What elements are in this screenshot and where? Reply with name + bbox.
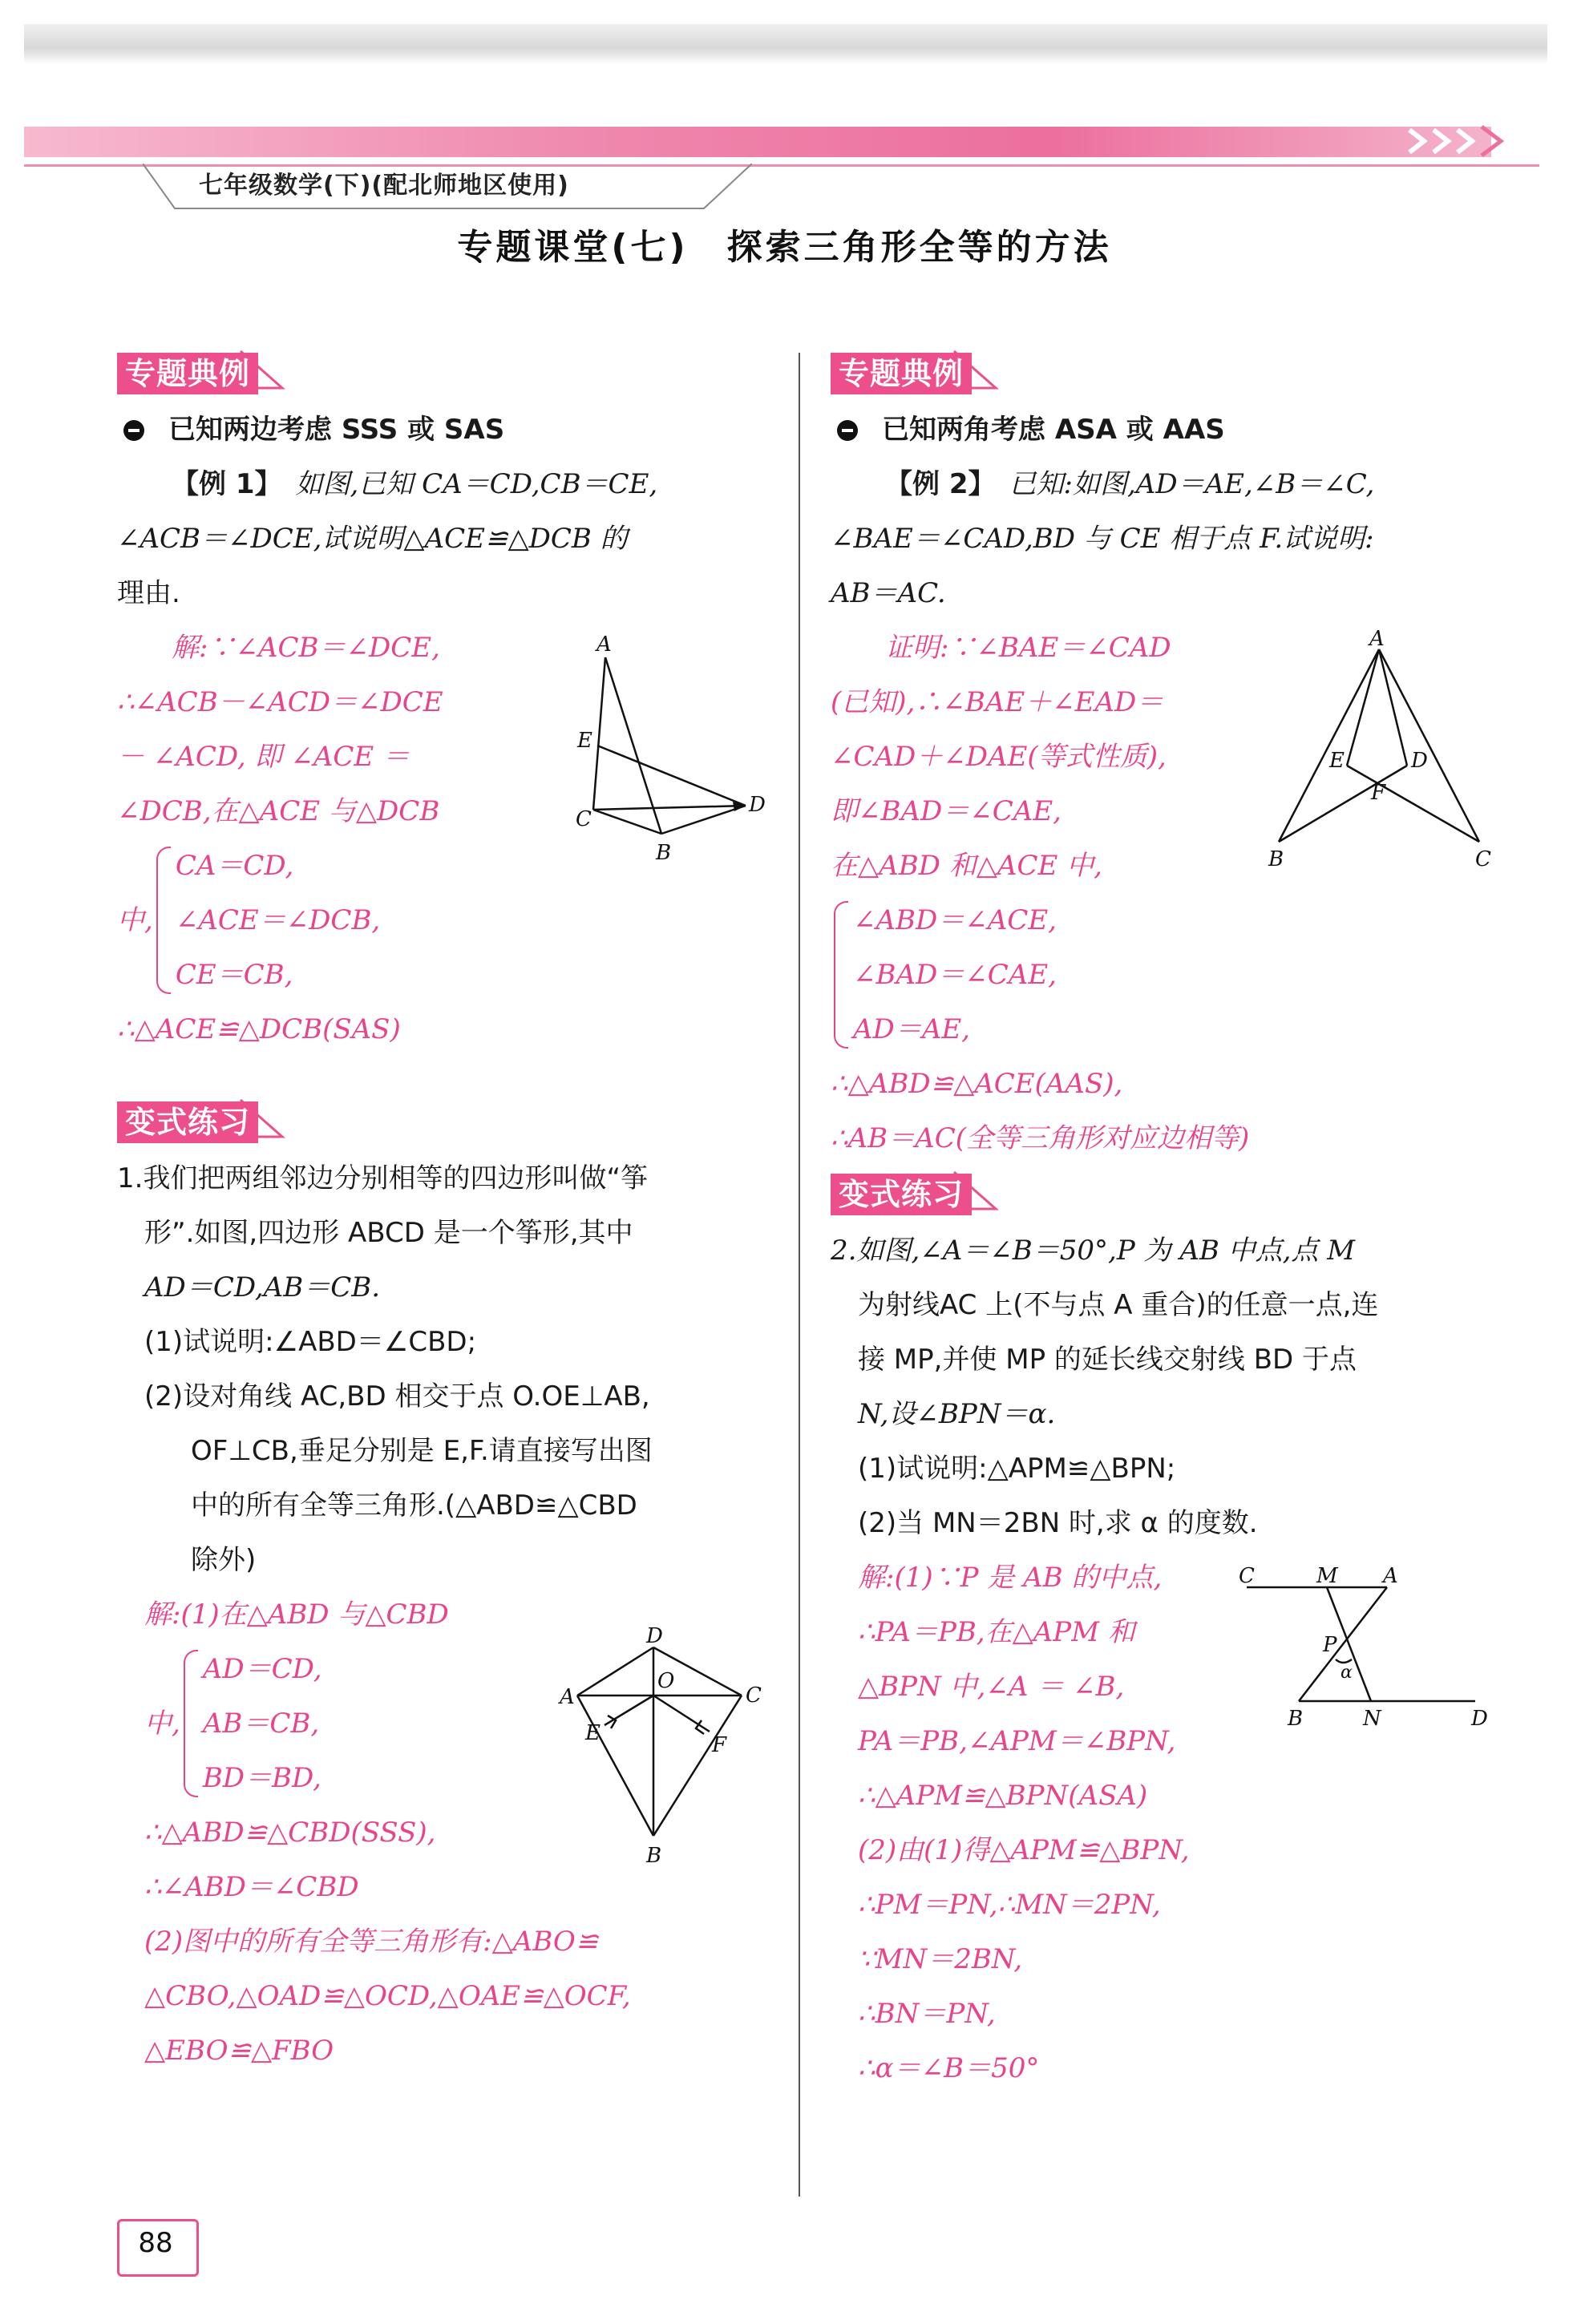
point-label: B [646, 1844, 662, 1868]
point-label: F [1371, 781, 1386, 805]
point-label: C [1475, 847, 1491, 871]
point-label: E [1329, 749, 1345, 773]
top-strip [24, 24, 1547, 64]
page-number: 88 [138, 2227, 173, 2259]
question-2-line: N,设∠BPN＝α. [858, 1398, 1056, 1430]
point-label: B [1268, 847, 1284, 871]
figure-example-1 [545, 625, 778, 874]
question-1-part: 中的所有全等三角形.(△ABD≌△CBD [191, 1489, 637, 1522]
question-1-line: 形”.如图,四边形 ABCD 是一个筝形,其中 [144, 1217, 633, 1249]
example-1-line: 理由. [117, 577, 180, 609]
point-label: N [1363, 1707, 1381, 1731]
example-1-system: 中, CA＝CD, ∠ACE＝∠DCB, CE＝CB, [117, 839, 774, 1002]
point-label: A [1369, 629, 1385, 651]
point-label: A [1383, 1564, 1398, 1588]
point-label: M [1316, 1564, 1338, 1588]
point-label: D [1471, 1707, 1488, 1731]
example-1-line: 【例 1】 如图,已知 CA＝CD,CB＝CE, [172, 468, 658, 500]
example-1-conclusion: ∴△ACE≌△DCB(SAS) [117, 1013, 401, 1045]
point-label: B [656, 841, 672, 865]
question-1-line: 1.我们把两组邻边分别相等的四边形叫做“筝 [117, 1162, 649, 1194]
section-badge: 变式练习 [831, 1169, 972, 1212]
header-band [24, 127, 1491, 157]
point-label: D [1411, 749, 1428, 773]
example-2-system: ∠ABD＝∠ACE, ∠BAD＝∠CAE, AD＝AE, [831, 893, 1496, 1057]
figure-question-2 [1235, 1563, 1499, 1740]
question-2-solution: 解:(1)∵P 是 AB 的中点, ∴PA＝PB,在△APM 和 △BPN 中,∠A ＝ ∠B, PA＝PB,∠APM＝∠BPN, ∴△APM≌△BPN(ASA) (2)由(1)得△APM≌△BPN, ∴PM＝PN,∴MN＝2PN, ∵MN＝2BN, ∴BN＝PN, ∴α＝∠B＝50° [858, 1562, 1190, 2084]
point-label: C [746, 1683, 762, 1708]
point-label: A [596, 633, 612, 657]
figure-example-2 [1259, 629, 1507, 878]
page-title: 专题课堂(七) 探索三角形全等的方法 [457, 227, 1112, 268]
point-label: E [585, 1721, 601, 1745]
point-label: A [560, 1685, 575, 1709]
column-divider [799, 353, 800, 2197]
point-label: O [657, 1669, 675, 1693]
example-1-line: ∠ACB＝∠DCE,试说明△ACE≌△DCB 的 [117, 523, 628, 555]
point-label: C [576, 807, 592, 831]
point-label: C [1239, 1564, 1255, 1588]
minus-circle-icon [123, 420, 144, 441]
example-2-line: 【例 2】 已知:如图,AD＝AE,∠B＝∠C, [885, 468, 1375, 500]
question-1-solution: 解:(1)在△ABD 与△CBD 中, AD＝CD, AB＝CB, BD＝BD, ∴△ABD≌△CBD(SSS), ∴∠ABD＝∠CBD (2)图中的所有全等三角形有:△ABO≌ △CBO,△OAD≌△OCD,△OAE≌△OCF, △EBO≌△FBO [144, 1599, 631, 2067]
example-2-conclusion: ∴AB＝AC(全等三角形对应边相等) [831, 1122, 1250, 1154]
question-2-part: (2)当 MN＝2BN 时,求 α 的度数. [858, 1507, 1258, 1539]
point-label: B [1288, 1707, 1304, 1731]
example-2-line: ∠BAE＝∠CAD,BD 与 CE 相于点 F.试说明: [831, 523, 1374, 555]
example-1-solution: 解:∵∠ACB＝∠DCE, ∴∠ACB－∠ACD＝∠DCE － ∠ACD, 即 ∠ACE ＝ ∠DCB,在△ACE 与△DCB [117, 632, 443, 827]
point-label: D [749, 793, 766, 817]
running-head: 七年级数学(下)(配北师地区使用) [199, 172, 569, 200]
chevrons-icon [1401, 119, 1514, 164]
question-1-part: OF⊥CB,垂足分别是 E,F.请直接写出图 [191, 1435, 653, 1467]
question-2-part: (1)试说明:△APM≌△BPN; [858, 1453, 1176, 1485]
subheading: 已知两角考虑 ASA 或 AAS [831, 402, 1496, 457]
example-2-conclusion: ∴△ABD≌△ACE(AAS), [831, 1068, 1123, 1100]
point-label: F [712, 1733, 727, 1757]
point-label: D [646, 1624, 663, 1648]
right-column [831, 345, 1496, 2096]
subheading: 已知两边考虑 SSS 或 SAS [117, 402, 774, 457]
question-1-line: AD＝CD,AB＝CB. [144, 1271, 381, 1303]
question-1-part: (2)设对角线 AC,BD 相交于点 O.OE⊥AB, [144, 1380, 650, 1413]
question-2-line: 接 MP,并使 MP 的延长线交射线 BD 于点 [858, 1344, 1357, 1376]
point-label: E [577, 729, 592, 753]
figure-question-1 [553, 1623, 786, 1880]
section-badge: 专题典例 [117, 348, 258, 391]
section-badge: 专题典例 [831, 348, 972, 391]
minus-circle-icon [837, 420, 858, 441]
point-label: α [1341, 1663, 1353, 1683]
example-2-line: AB＝AC. [831, 577, 946, 609]
question-1-part: (1)试说明:∠ABD＝∠CBD; [144, 1326, 477, 1358]
question-2-line: 2.如图,∠A＝∠B＝50°,P 为 AB 中点,点 M [831, 1235, 1356, 1267]
question-1-part: 除外) [191, 1544, 257, 1576]
question-2-line: 为射线AC 上(不与点 A 重合)的任意一点,连 [858, 1289, 1379, 1321]
section-badge: 变式练习 [117, 1097, 258, 1140]
example-2-solution: 证明:∵∠BAE＝∠CAD (已知),∴∠BAE＋∠EAD＝ ∠CAD＋∠DAE(等式性质), 即∠BAD＝∠CAE, 在△ABD 和△ACE 中, [831, 632, 1171, 882]
point-label: P [1323, 1633, 1337, 1657]
